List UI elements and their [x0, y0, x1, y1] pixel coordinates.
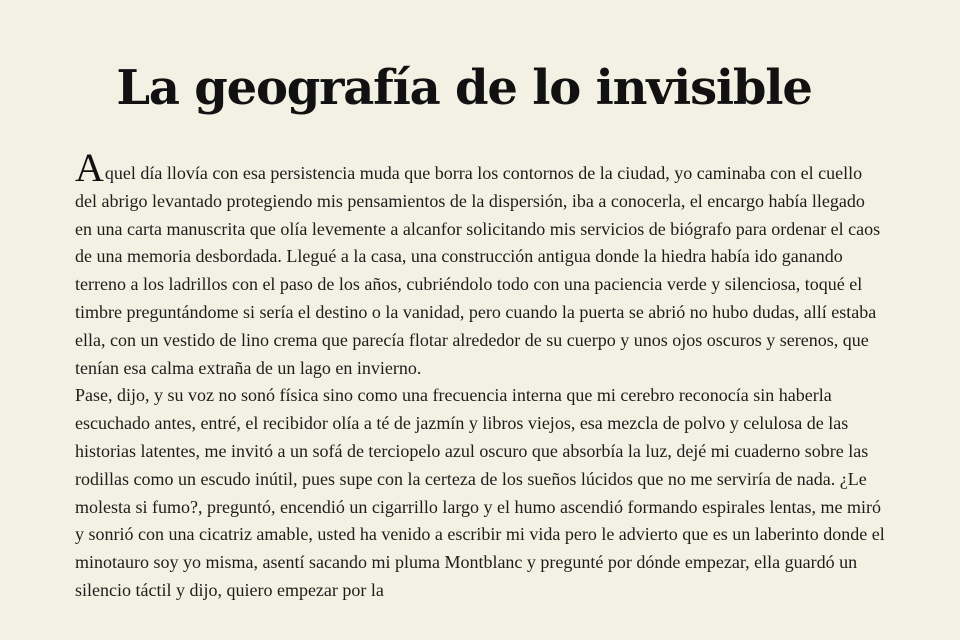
document-title: La geografía de lo invisible: [116, 60, 812, 116]
paragraph-2: [75, 382, 885, 604]
drop-cap: A: [75, 145, 104, 190]
paragraph-2-text: Pase, dijo, y su voz no sonó física sino como una frecuencia interna que mi cerebro reconocía sin haberla escuchado antes, entré, el recibidor olía a té de jazmín y libros viejos, esa mezcla de polvo y celulosa de las historias latentes, me invitó a un sofá de terciopelo azul oscuro que absorbía la luz, dejé mi cuaderno sobre las rodillas como un escudo inútil, pues supe con la certeza de los sueños lúcidos que no me serviría de nada. ¿Le molesta si fumo?, preguntó, encendió un cigarrillo largo y el humo ascendió formando espirales lentas, me miró y sonrió con una cicatriz amable, usted ha venido a escribir mi vida pero le advierto que es un laberinto donde el minotauro soy yo misma, asentí sacando mi pluma Montblanc y pregunté por dónde empezar, ella guardó un silencio táctil y dijo, quiero empezar por la: [75, 385, 885, 600]
paragraph-1: [75, 145, 885, 382]
paragraph-1-text: quel día llovía con esa persistencia muda que borra los contornos de la ciudad, yo caminaba con el cuello del abrigo levantado protegiendo mis pensamientos de la dispersión, iba a conocerla, el encargo había llegado en una carta manuscrita que olía levemente a alcanfor solicitando mis servicios de biógrafo para ordenar el caos de una memoria desbordada. Llegué a la casa, una construcción antigua donde la hiedra había ido ganando terreno a los ladrillos con el paso de los años, cubriéndolo todo con una paciencia verde y silenciosa, toqué el timbre preguntándome si sería el destino o la vanidad, pero cuando la puerta se abrió no hubo dudas, allí estaba ella, con un vestido de lino crema que parecía flotar alrededor de su cuerpo y unos ojos oscuros y serenos, que tenían esa calma extraña de un lago en invierno.: [75, 163, 881, 378]
document-body: [75, 145, 885, 605]
